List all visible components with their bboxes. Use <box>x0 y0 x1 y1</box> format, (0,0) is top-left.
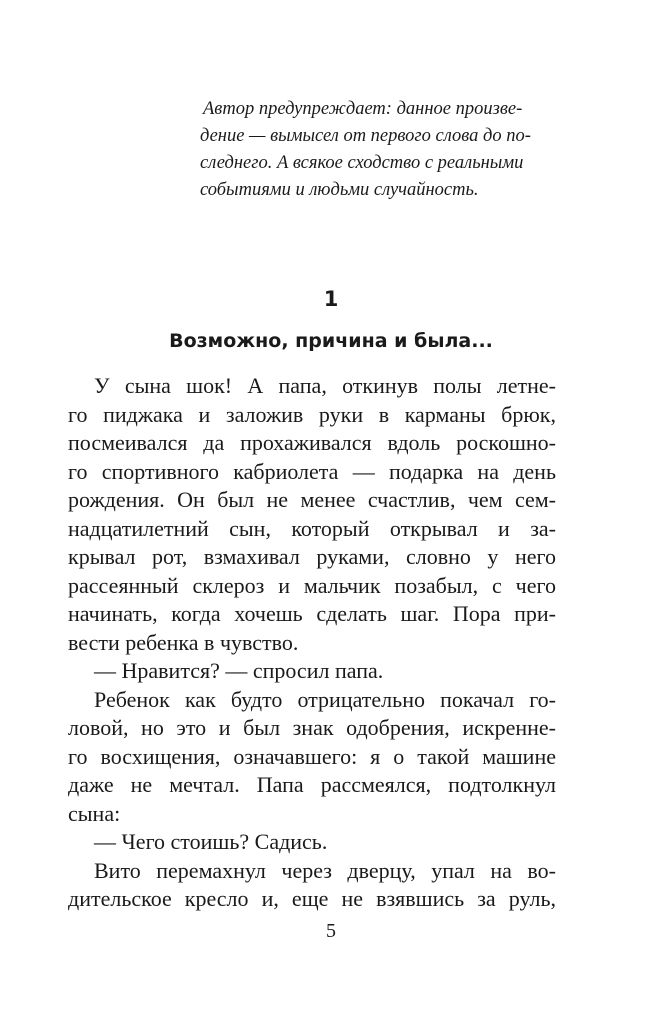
body-line: го спортивного кабриолета — подарка на день <box>68 458 556 484</box>
body-line: рассеянный склероз и мальчик позабыл, с чего <box>68 572 556 598</box>
body-line: вести ребенка в чувство. <box>68 629 299 655</box>
body-line: Вито перемахнул через дверцу, упал на во- <box>94 857 556 883</box>
dialogue-line: — Нравится? — спросил папа. <box>94 658 384 683</box>
body-line: го восхищения, означавшего: я о такой машине <box>68 743 556 769</box>
epigraph <box>200 96 548 204</box>
epigraph-line: событиями и людьми случайность. <box>200 180 479 200</box>
body-text <box>68 372 556 914</box>
body-line: Ребенок как будто отрицательно покачал го- <box>94 686 556 712</box>
epigraph-line: Автор предупреждает: данное произве- <box>203 99 523 119</box>
body-line: ловой, но это и был знак одобрения, искренне- <box>68 715 556 740</box>
chapter-number: 1 <box>323 287 339 311</box>
body-line: У сына шок! А папа, откинув полы летне- <box>94 373 556 398</box>
body-line: сына: <box>68 800 121 826</box>
body-line: дительское кресло и, еще не взявшись за руль, <box>68 886 556 911</box>
epigraph-line: дение — вымысел от первого слова до по- <box>200 126 531 146</box>
body-line: даже не мечтал. Папа рассмеялся, подтолкнул <box>68 772 556 797</box>
body-line: начинать, когда хочешь сделать шаг. Пора при- <box>68 601 556 626</box>
page-number: 5 <box>326 920 336 942</box>
dialogue-line: — Чего стоишь? Садись. <box>94 829 328 854</box>
body-line: го пиджака и заложив руки в карманы брюк, <box>68 401 556 427</box>
body-line: надцатилетний сын, который открывал и за- <box>68 515 556 541</box>
body-line: рождения. Он был не менее счастлив, чем сем- <box>68 487 556 512</box>
epigraph-line: следнего. А всякое сходство с реальными <box>200 153 524 173</box>
chapter-title: Возможно, причина и была... <box>169 330 493 352</box>
body-line: крывал рот, взмахивал руками, словно у него <box>68 544 556 569</box>
body-line: посмеивался да прохаживался вдоль роскошно- <box>68 430 556 455</box>
